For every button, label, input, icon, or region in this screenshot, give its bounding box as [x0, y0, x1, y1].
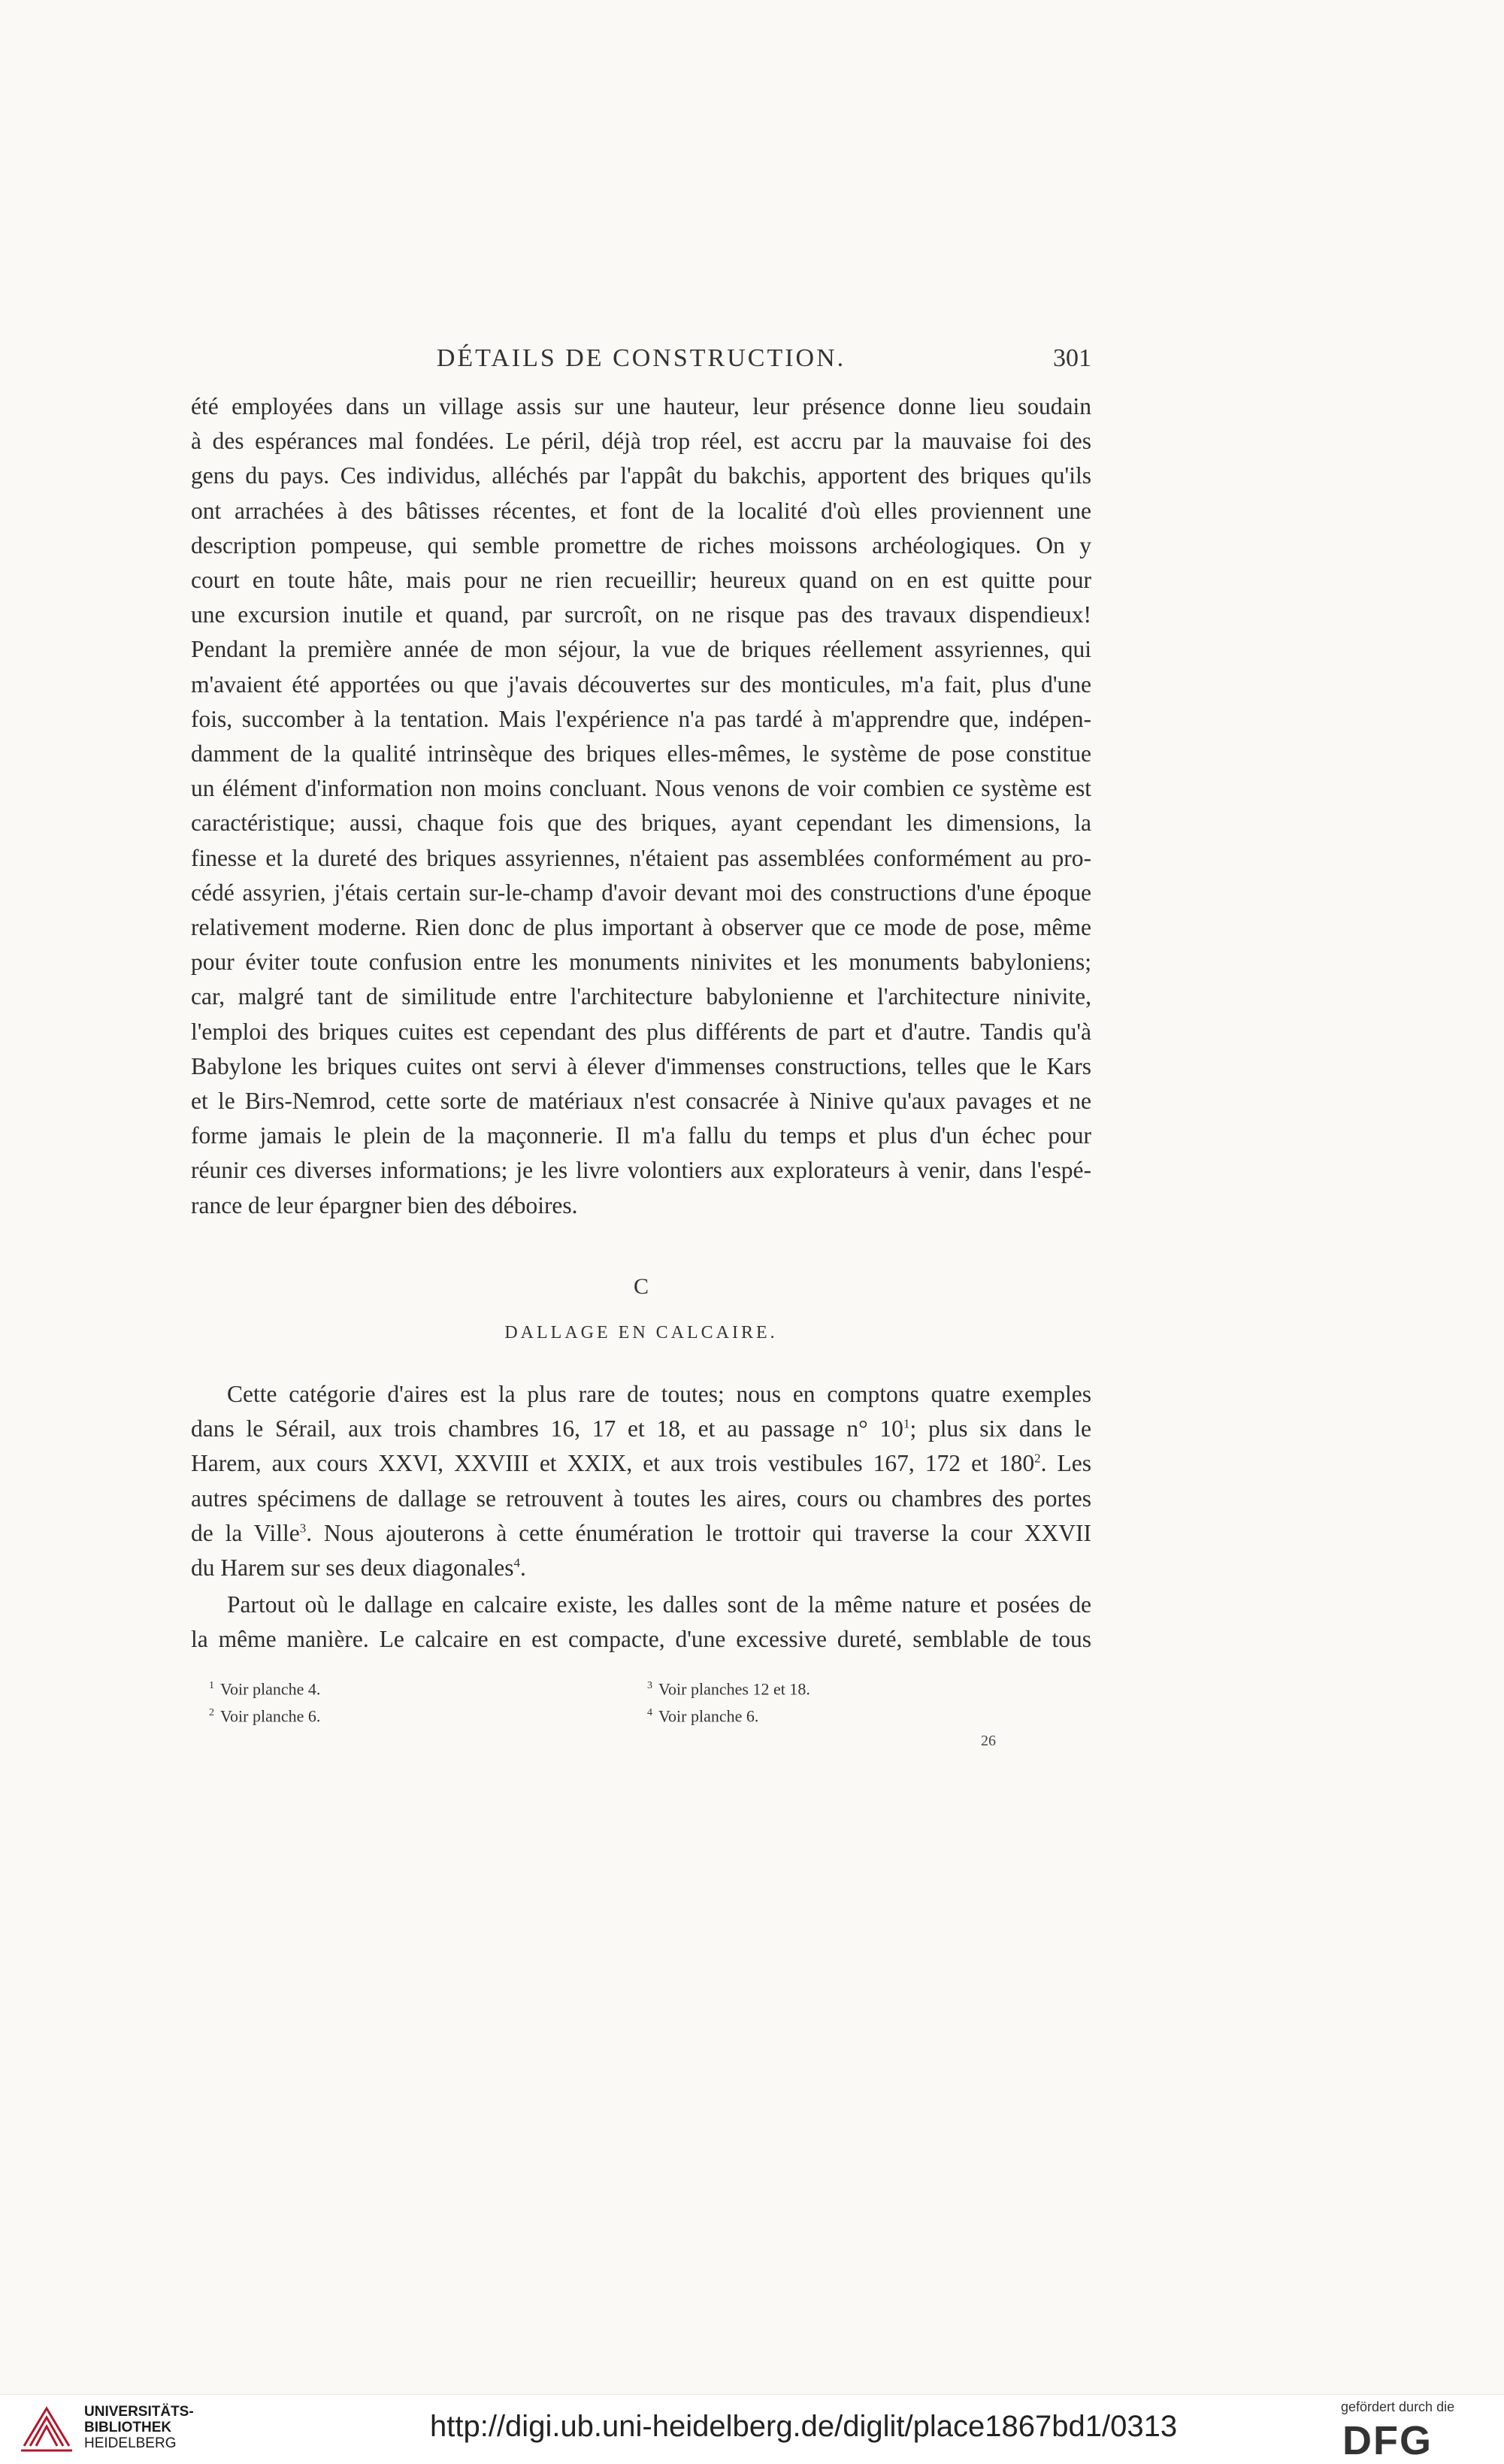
text-line: Cette catégorie d'aires est la plus rare de toutes; nous en comptons quatre exemples: [227, 1381, 1091, 1407]
paragraph-calcaire: [191, 1588, 1091, 1657]
text-line: l'emploi des briques cuites est cependant des plus différents de part et d'autre. Tandis qu'à: [191, 1018, 1091, 1045]
text-line: autres spécimens de dallage se retrouvent à toutes les aires, cours ou chambres des portes: [191, 1485, 1091, 1512]
text-line: relativement moderne. Rien donc de plus important à observer que ce mode de pose, même: [191, 914, 1091, 941]
text-line: car, malgré tant de similitude entre l'architecture babylonienne et l'architecture ninivite,: [191, 983, 1091, 1010]
section-letter: C: [633, 1274, 649, 1299]
text-line: du Harem sur ses deux diagonales$^4$.: [191, 1554, 526, 1582]
printer-signature: 26: [981, 1733, 996, 1749]
text-line: forme jamais le plein de la maçonnerie. Il m'a fallu du temps et plus d'un échec pour: [191, 1122, 1091, 1149]
text-line: un élément d'information non moins concluant. Nous venons de voir combien ce système est: [191, 775, 1091, 802]
footnote-4: $^4$ Voir planche 6.: [647, 1706, 759, 1726]
text-line: Harem, aux cours XXVI, XXVIII et XXIX, et aux trois vestibules 167, 172 et $180^2$. Les: [191, 1450, 1092, 1477]
text-line: cédé assyrien, j'étais certain sur-le-champ d'avoir devant moi des constructions d'une époque: [191, 879, 1091, 906]
paragraph-top: [191, 389, 1091, 1223]
text-line: caractéristique; aussi, chaque fois que des briques, ayant cependant les dimensions, la: [191, 810, 1091, 837]
section-title: DALLAGE EN CALCAIRE.: [504, 1323, 778, 1342]
text-line: la même manière. Le calcaire en est compacte, d'une excessive dureté, semblable de tous: [191, 1626, 1091, 1653]
text-line: pour éviter toute confusion entre les monuments ninivites et les monuments babyloniens;: [191, 949, 1091, 976]
text-line: une excursion inutile et quand, par surcroît, on ne risque pas des travaux dispendieux!: [191, 601, 1091, 628]
footnote-1: $^1$ Voir planche 4.: [209, 1679, 321, 1699]
text-line: fois, succomber à la tentation. Mais l'expérience n'a pas tardé à m'apprendre que, indépen-: [191, 705, 1091, 732]
footnote-3: $^3$ Voir planches 12 et 18.: [647, 1679, 810, 1699]
funding-note: gefördert durch die: [1341, 2399, 1455, 2414]
text-line: été employées dans un village assis sur une hauteur, leur présence donne lieu soudain: [191, 393, 1091, 419]
text-line: gens du pays. Ces individus, alléchés par l'appât du bakchis, apportent des briques qu'ils: [191, 462, 1091, 489]
footnote-ref: 2: [1034, 1451, 1041, 1466]
footnote-ref: 1: [903, 1416, 910, 1431]
text-line: dans le Sérail, aux trois chambres 16, 17 et 18, et au passage n° $10^1$; plus six dans le: [191, 1415, 1091, 1442]
text-line: réunir ces diverses informations; je les livre volontiers aux explorateurs à venir, dans l'espé-: [191, 1157, 1091, 1184]
text-line: Partout où le dallage en calcaire existe, les dalles sont de la même nature et posées de: [227, 1591, 1091, 1618]
dfg-logo: DFG: [1342, 2418, 1433, 2463]
text-line: ont arrachées à des bâtisses récentes, et font de la localité d'où elles proviennent une: [191, 497, 1091, 524]
footnote-2: $^2$ Voir planche 6.: [209, 1706, 321, 1726]
page-number: 301: [1053, 344, 1091, 372]
text-line: et le Birs-Nemrod, cette sorte de matériaux n'est consacrée à Ninive qu'aux pavages et ne: [191, 1088, 1091, 1115]
footnote-ref: 3: [299, 1521, 307, 1536]
text-line: court en toute hâte, mais pour ne rien recueillir; heureux quand on en est quitte pour: [191, 567, 1091, 594]
text-line: finesse et la dureté des briques assyriennes, n'étaient pas assemblées conformément au pro-: [191, 844, 1091, 871]
text-line: damment de la qualité intrinsèque des briques elles-mêmes, le système de pose constitue: [191, 740, 1091, 767]
text-line: à des espérances mal fondées. Le péril, déjà trop réel, est accru par la mauvaise foi des: [191, 428, 1091, 455]
text-line: description pompeuse, qui semble promettre de riches moissons archéologiques. On y: [191, 531, 1091, 558]
footnote-ref: 4: [513, 1555, 521, 1570]
text-line: de la Ville$^3$. Nous ajouterons à cette énumération le trottoir qui traverse la cour XXVII: [191, 1519, 1091, 1546]
paragraph-dallage: [191, 1377, 1091, 1585]
library-name: UNIVERSITÄTS- BIBLIOTHEK HEIDELBERG: [84, 2404, 194, 2451]
running-title: DÉTAILS DE CONSTRUCTION.: [436, 344, 846, 372]
page-header: [191, 344, 1091, 382]
permalink-url[interactable]: http://digi.ub.uni-heidelberg.de/diglit/place1867bd1/0313: [430, 2410, 1178, 2443]
text-line: Pendant la première année de mon séjour, la vue de briques réellement assyriennes, qui: [191, 636, 1091, 663]
viewer-footer: [0, 2394, 1504, 2463]
text-line: Babylone les briques cuites ont servi à élever d'immenses constructions, telles que le Kars: [191, 1052, 1091, 1079]
library-logo-icon: [17, 2401, 77, 2455]
text-line: m'avaient été apportées ou que j'avais découvertes sur des monticules, m'a fait, plus d'une: [191, 670, 1091, 698]
text-line: rance de leur épargner bien des déboires.: [191, 1191, 578, 1218]
